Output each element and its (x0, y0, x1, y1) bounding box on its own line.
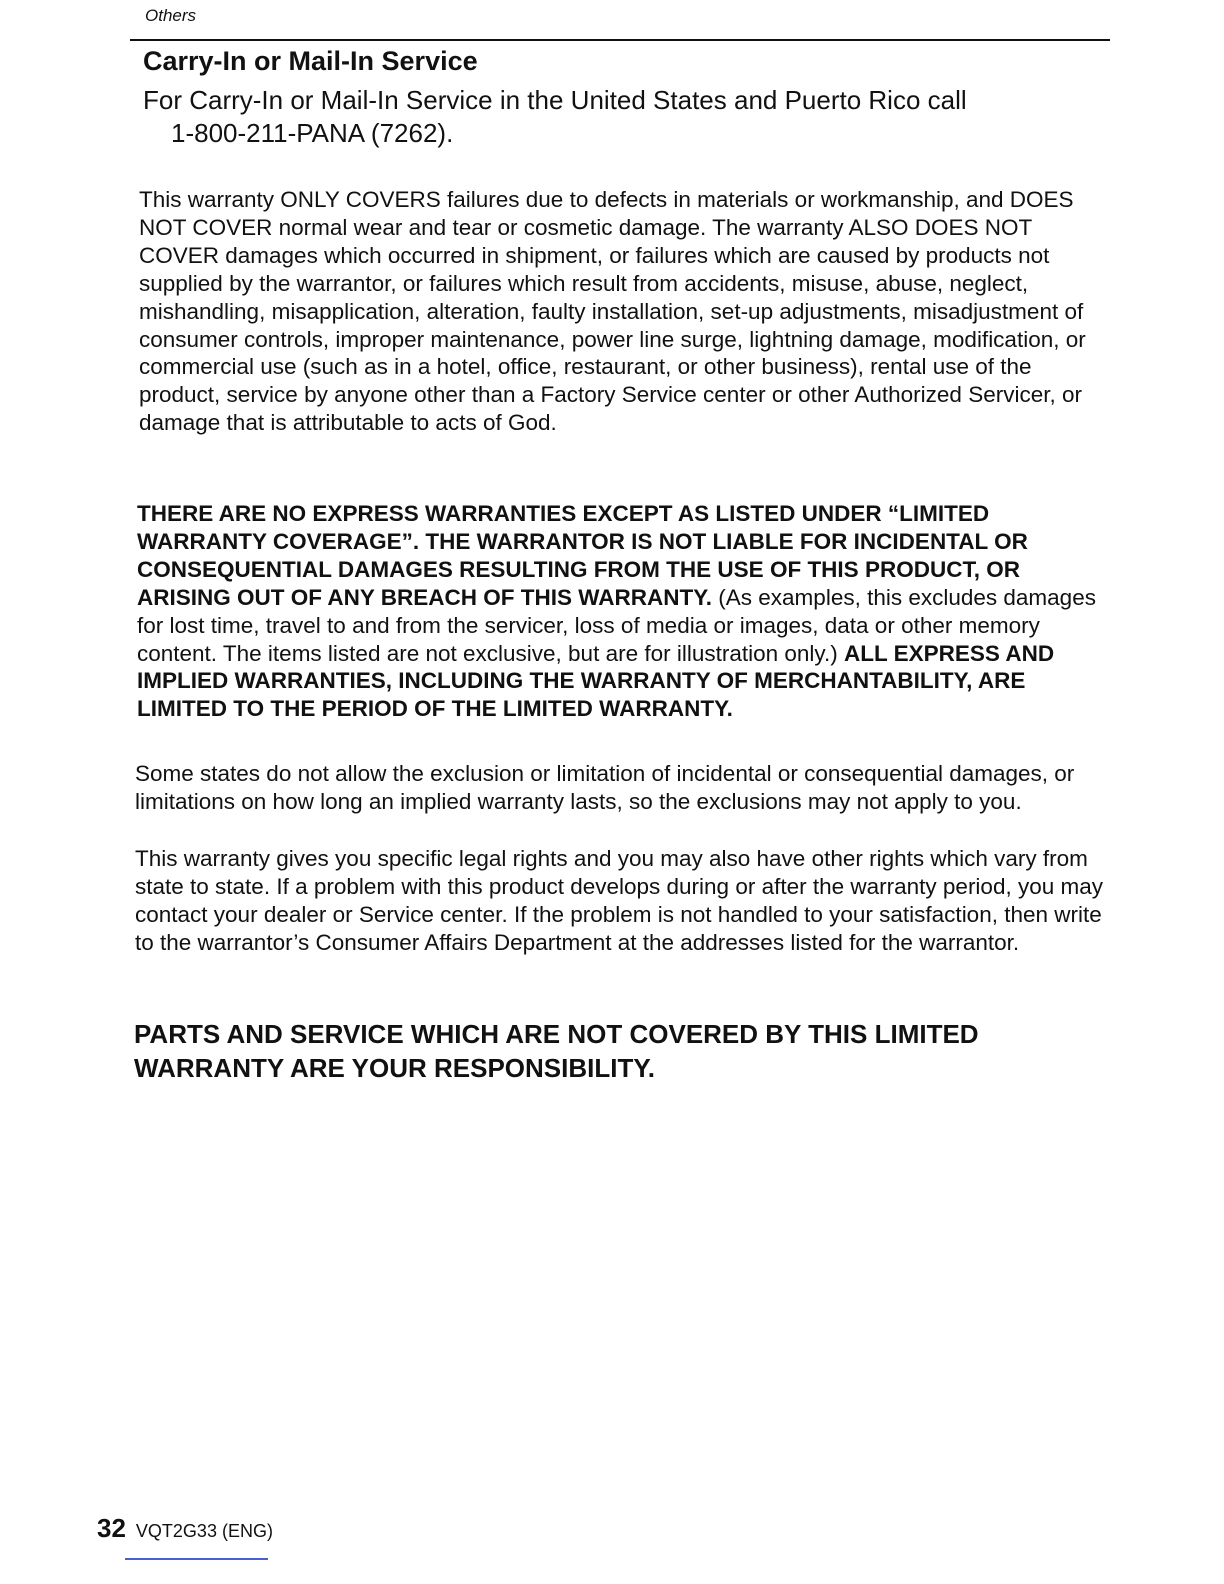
document-code: VQT2G33 (ENG) (135, 1521, 273, 1541)
service-info (143, 84, 1143, 150)
page-title: Carry-In or Mail-In Service (143, 46, 478, 76)
footer-divider (125, 1558, 268, 1560)
disclaimer-bold-text: THERE ARE NO EXPRESS WARRANTIES EXCEPT AS LISTED UNDER “LIMITED WARRANTY COVERAGE”. THE WARRANTOR IS NOT LIABLE FOR INCIDENTAL OR CONSEQUENTIAL DAMAGES RESULTING FROM THE USE OF THIS PRODUCT, OR ARISING OUT OF ANY BREACH OF THIS WARRANTY. (137, 501, 1028, 610)
coverage-paragraph: This warranty ONLY COVERS failures due to defects in materials or workmanship, and DOES NOT COVER normal wear and tear or cosmetic damage. The warranty ALSO DOES NOT COVER damages which occurred in shipment, or failures which are caused by products not supplied by the warrantor, or failures which result from accidents, misuse, abuse, neglect, mishandling, misapplication, alteration, faulty installation, set-up adjustments, misadjustment of consumer controls, improper maintenance, power line surge, lightning damage, modification, or commercial use (such as in a hotel, office, restaurant, or other business), rental use of the product, service by anyone other than a Factory Service center or other Authorized Servicer, or damage that is attributable to acts of God. (139, 187, 1086, 436)
page-number: 32 (97, 1513, 126, 1543)
service-line-1: For Carry-In or Mail-In Service in the United States and Puerto Rico call (143, 85, 967, 115)
page-footer (97, 1513, 273, 1544)
disclaimer-examples-text: (As examples, this excludes damages for lost time, travel to and from the servicer, loss of media or images, data or other memory content. The items listed are not exclusive, but are for illustration only.) (137, 584, 1096, 666)
disclaimer-paragraph (137, 500, 1112, 723)
states-paragraph: Some states do not allow the exclusion or limitation of incidental or consequential damages, or limitations on how long an implied warranty lasts, so the exclusions may not apply to you. (135, 761, 1075, 814)
disclaimer-implied-warranty-text: ALL EXPRESS AND IMPLIED WARRANTIES, INCLUDING THE WARRANTY OF MERCHANTABILITY, ARE LIMITED TO THE PERIOD OF THE LIMITED WARRANTY. (137, 640, 1055, 722)
header-divider (130, 39, 1110, 41)
responsibility-notice: PARTS AND SERVICE WHICH ARE NOT COVERED BY THIS LIMITED WARRANTY ARE YOUR RESPONSIBILITY. (134, 1019, 979, 1083)
service-phone: 1-800-211-PANA (7262). (171, 118, 454, 148)
section-label: Others (145, 6, 197, 25)
legal-rights-paragraph: This warranty gives you specific legal rights and you may also have other rights which vary from state to state. If a problem with this product develops during or after the warranty period, you may contact your dealer or Service center. If the problem is not handled to your satisfaction, then write to the warrantor’s Consumer Affairs Department at the addresses listed for the warrantor. (135, 846, 1103, 955)
